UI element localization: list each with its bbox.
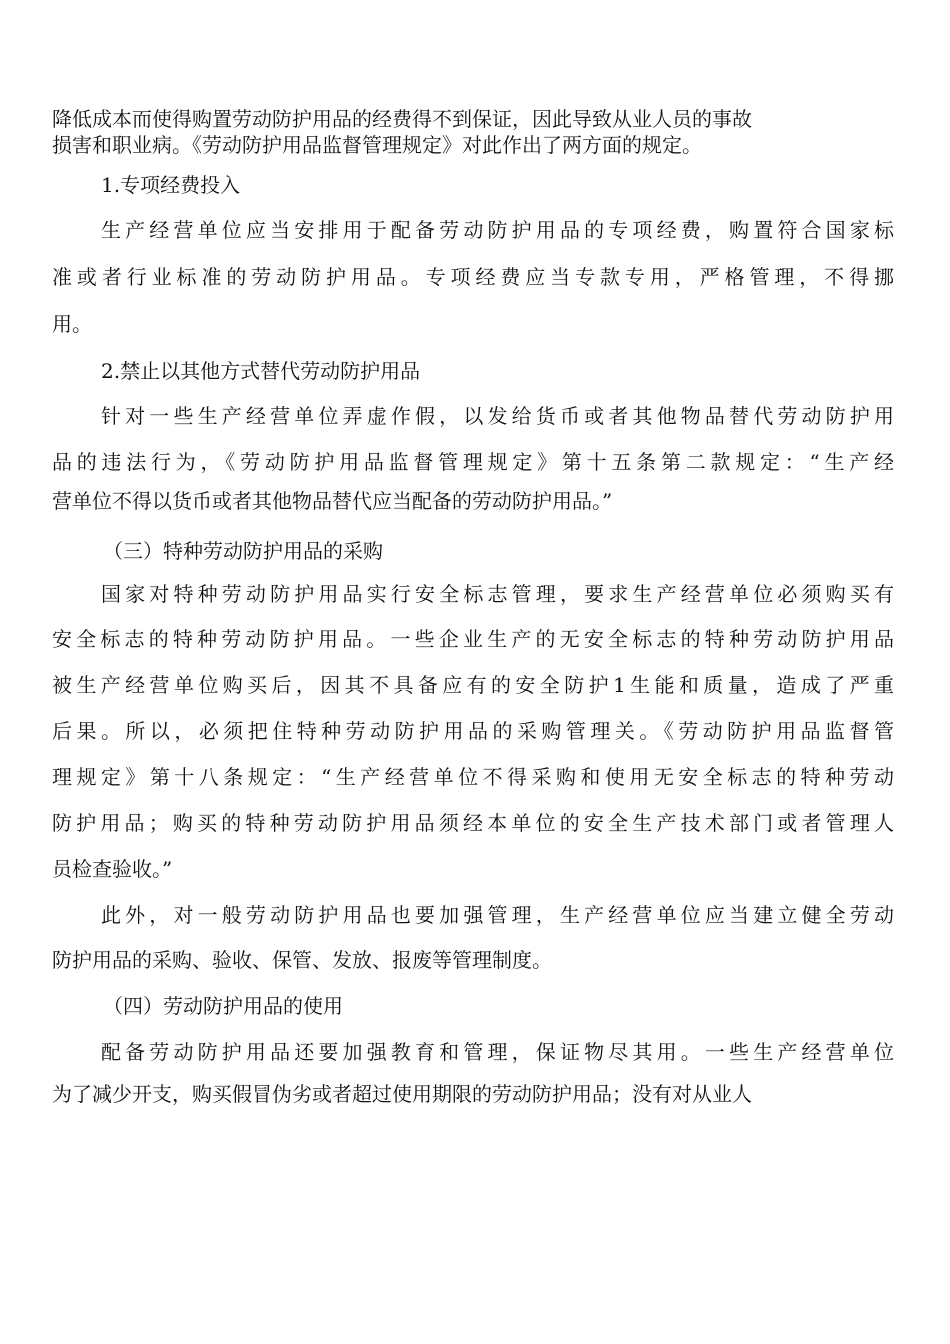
section-heading-3: （三）特种劳动防护用品的采购 — [103, 539, 383, 563]
text-line-2: 损害和职业病。《劳动防护用品监督管理规定》对此作出了两方面的规定。 — [52, 133, 702, 157]
text-line-8: 针对一些生产经营单位弄虚作假，以发给货币或者其他物品替代劳动防护用 — [101, 404, 894, 428]
text-line-17: 防护用品；购买的特种劳动防护用品须经本单位的安全生产技术部门或者管理人 — [52, 811, 894, 835]
section-heading-1: 1.专项经费投入 — [101, 173, 241, 197]
text-line-12: 国家对特种劳动防护用品实行安全标志管理，要求生产经营单位必须购买有 — [101, 582, 894, 606]
text-line-6: 用。 — [52, 312, 92, 336]
text-line-19: 此外，对一般劳动防护用品也要加强管理，生产经营单位应当建立健全劳动 — [101, 903, 894, 927]
text-line-4: 生产经营单位应当安排用于配备劳动防护用品的专项经费，购置符合国家标 — [101, 218, 894, 242]
text-line-23: 为了减少开支，购买假冒伪劣或者超过使用期限的劳动防护用品；没有对从业人 — [52, 1082, 752, 1106]
text-line-5: 准或者行业标准的劳动防护用品。专项经费应当专款专用，严格管理，不得挪 — [52, 265, 894, 289]
text-line-1: 降低成本而使得购置劳动防护用品的经费得不到保证，因此导致从业人员的事故 — [52, 107, 752, 131]
text-line-13: 安全标志的特种劳动防护用品。一些企业生产的无安全标志的特种劳动防护用品 — [52, 627, 894, 651]
text-line-14: 被生产经营单位购买后，因其不具备应有的安全防护1生能和质量，造成了严重 — [52, 673, 894, 697]
section-heading-4: （四）劳动防护用品的使用 — [103, 994, 343, 1018]
section-heading-2: 2.禁止以其他方式替代劳动防护用品 — [101, 359, 421, 383]
text-line-16: 理规定》第十八条规定：“生产经营单位不得采购和使用无安全标志的特种劳动 — [52, 765, 894, 789]
text-line-18: 员检查验收。” — [52, 857, 173, 881]
text-line-15: 后果。所以，必须把住特种劳动防护用品的采购管理关。《劳动防护用品监督管 — [52, 719, 894, 743]
text-line-10: 营单位不得以货币或者其他物品替代应当配备的劳动防护用品。” — [52, 489, 613, 513]
text-line-9: 品的违法行为，《劳动防护用品监督管理规定》第十五条第二款规定：“生产经 — [52, 450, 894, 474]
text-line-20: 防护用品的采购、验收、保管、发放、报废等管理制度。 — [52, 948, 552, 972]
text-line-22: 配备劳动防护用品还要加强教育和管理，保证物尽其用。一些生产经营单位 — [101, 1040, 894, 1064]
